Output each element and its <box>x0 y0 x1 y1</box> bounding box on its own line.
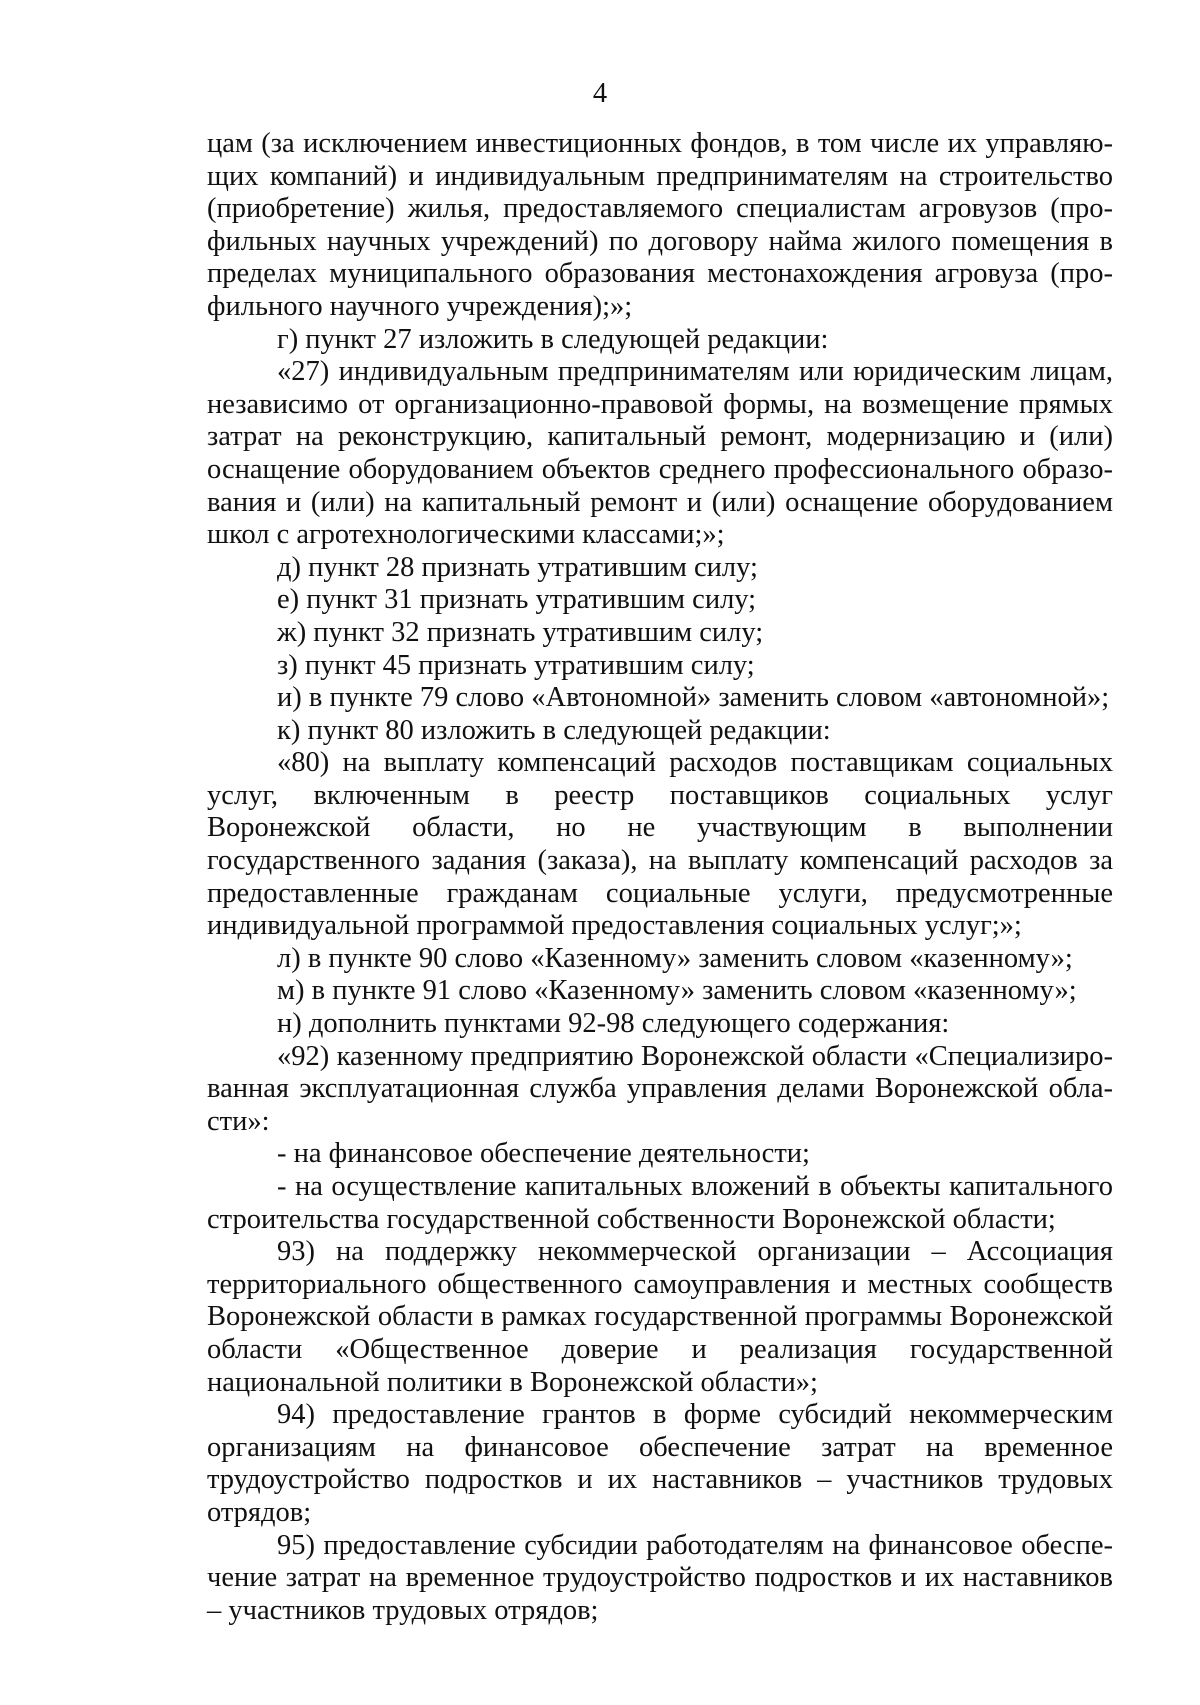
paragraph: 93) на поддержку некоммерческой организации – Ассоциация территориального общественного самоуправления и местных сообществ Воронежской области в рамках государственной программы Воронежской области «Общественное доверие и реализация государственной национальной политики в Воронежской области»; <box>207 1236 1113 1398</box>
paragraph: - на осуществление капитальных вложений в объекты капитального строительства государственной собственности Воронежской области; <box>207 1171 1113 1235</box>
paragraph: - на финансовое обеспечение деятельности; <box>277 1138 810 1170</box>
paragraph: г) пункт 27 изложить в следующей редакции: <box>277 323 829 355</box>
paragraph: цам (за исключением инвестиционных фондов, в том числе их управляющих компаний) и индивидуальным предпринимателям на строительство (приобретение) жилья, предоставляемого специалистам агровузов (профильных научных учреждений) по договору найма жилого помещения в пределах муниципального образования местонахождения агровуза (профильного научного учреждения);»; <box>207 128 1113 322</box>
paragraph: «80) на выплату компенсаций расходов поставщикам социальных услуг, включенным в реестр поставщиков социальных услуг Воронежской области, но не участвующим в выполнении государственного задания (заказа), на выплату компенсаций расходов за предоставленные гражданам социальные услуги, предусмотренные индивидуальной программой предоставления социальных услуг;»; <box>207 747 1113 942</box>
paragraph: е) пункт 31 признать утратившим силу; <box>277 584 757 616</box>
paragraph: «27) индивидуальным предпринимателям или юридическим лицам, независимо от организационно-правовой формы, на возмещение прямых затрат на реконструкцию, капитальный ремонт, модернизацию и (или) оснащение оборудованием объектов среднего профессионального образования и (или) на капитальный ремонт и (или) оснащение оборудованием школ с агротехнологическими классами;»; <box>207 356 1113 551</box>
paragraph: н) дополнить пунктами 92-98 следующего содержания: <box>277 1008 950 1040</box>
document-body <box>207 128 1113 1627</box>
paragraph: д) пункт 28 признать утратившим силу; <box>277 551 758 583</box>
paragraph: 94) предоставление грантов в форме субсидий некоммерческим организациям на финансовое обеспечение затрат на временное трудоустройство подростков и их наставников – участников трудовых отрядов; <box>207 1399 1113 1528</box>
paragraph: 95) предоставление субсидии работодателям на финансовое обеспечение затрат на временное трудоустройство подростков и их наставников – участников трудовых отрядов; <box>207 1529 1113 1626</box>
paragraph: к) пункт 80 изложить в следующей редакции: <box>277 714 831 746</box>
paragraph: з) пункт 45 признать утратившим силу; <box>277 649 755 681</box>
paragraph: л) в пункте 90 слово «Казенному» заменить словом «казенному»; <box>277 942 1073 974</box>
paragraph: «92) казенному предприятию Воронежской области «Специализированная эксплуатационная служба управления делами Воронежской области»: <box>207 1040 1113 1137</box>
paragraph: ж) пункт 32 признать утратившим силу; <box>277 616 764 648</box>
paragraph: и) в пункте 79 слово «Автономной» заменить словом «автономной»; <box>277 682 1110 714</box>
paragraph: м) в пункте 91 слово «Казенному» заменить словом «казенному»; <box>277 975 1077 1007</box>
page-number: 4 <box>592 78 608 109</box>
